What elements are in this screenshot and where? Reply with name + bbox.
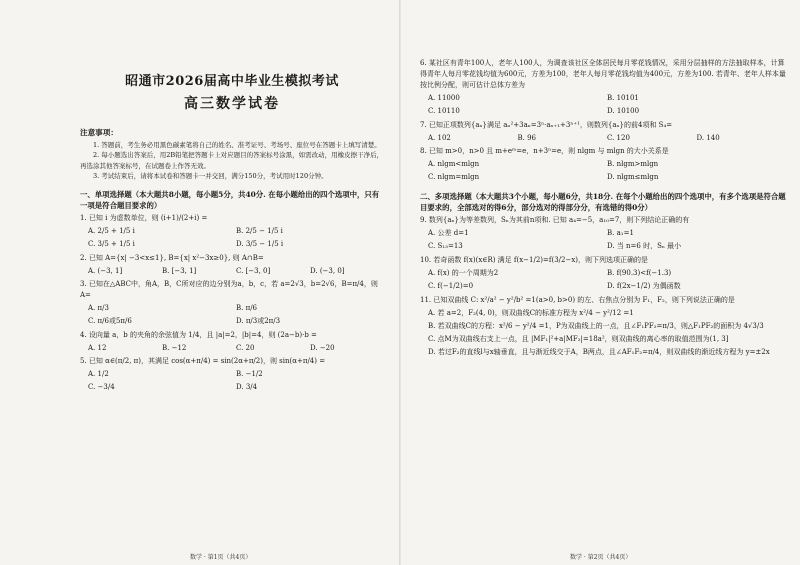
section-1-title: 一、单项选择题（本大题共8小题，每小题5分，共40分. 在每小题给出的四个选项中，只有一项是符合题目要求的）	[80, 189, 380, 210]
page-2	[400, 0, 800, 565]
question-1-options	[80, 225, 384, 251]
option-b: B. 若双曲线C的方程：x²/6 − y²/4 =1，P为双曲线上的一点，且∠F₁PF₂=π/3，则△F₁PF₂的面积为 4√3/3	[428, 322, 764, 330]
notice-item: 3. 考试结束后，请将本试卷和答题卡一并交回，满分150分，考试用时120分钟。	[93, 172, 328, 181]
option-d: D. 若过F₂的直线l与x轴垂直，且与渐近线交于A，B两点，且∠AF₁F₂=π/4，则双曲线的渐近线方程为 y=±2x	[428, 348, 770, 356]
option-d: D. f(2x−1/2) 为偶函数	[607, 282, 681, 290]
option-d: D. 3/5 − 1/5 i	[236, 239, 284, 248]
notice-item: 2. 每小题选出答案后，用2B铅笔把答题卡上对应题目的答案标号涂黑，如需改动，用橡皮擦干净后，再选涂其他答案标号，在试题卷上作答无效。	[80, 151, 384, 170]
question-1: 1. 已知 i 为虚数单位，则 (i+1)/(2+i) =	[80, 213, 208, 222]
question-6: 6. 某社区有青年100人，老年人100人，为调查该社区全体居民每月零花钱情况，采用分层抽样的方法抽取样本，计算得青年人每月零花钱均值为600元，方差为100，老年人每月零花钱均值为400元，方差为100. 若青年、老年人样本量按比例分配，则可估计总体方差为	[420, 59, 786, 89]
option-a: A. 1/2	[88, 369, 109, 378]
question-11: 11. 已知双曲线 C: x²/a² − y²/b² =1(a>0, b>0) 的左、右焦点分别为 F₁，F₂，则下列说法正确的是	[420, 296, 735, 304]
question-3: 3. 已知在△ABC中，角A，B，C所对应的边分别为a，b，c，若 a=2√3，b=2√6，B=π/4，则 A=	[80, 279, 378, 299]
option-a: A. (−3, 1]	[88, 266, 123, 275]
option-d: D. 140	[696, 134, 720, 142]
question-3-options	[80, 302, 384, 328]
option-b: B. 10101	[607, 94, 639, 102]
option-c: C. f(−1/2)=0	[428, 282, 474, 290]
option-a: A. 2/5 + 1/5 i	[88, 226, 135, 235]
question-8-options	[420, 158, 786, 184]
option-b: B. 96	[517, 134, 537, 142]
section-2-title: 二、多项选择题（本大题共3个小题，每小题6分，共18分. 在每个小题给出的四个选项中，有多个选项是符合题目要求的，全部选对的得6分，部分选对的得部分分，有选错的得0分）	[420, 192, 786, 212]
option-b: B. f(90.3)<f(−1.3)	[607, 269, 672, 277]
option-d: D. π/3或2π/3	[236, 316, 281, 325]
question-10: 10. 若奇函数 f(x)(x∈R) 满足 f(x−1/2)=f(3/2−x)，则下列选项正确的是	[420, 256, 649, 264]
option-c: C. 点M为双曲线右支上一点，且 |MF₁|²+a|MF₂|=18a²，则双曲线的离心率的取值范围为(1, 3]	[428, 335, 729, 343]
question-9: 9. 数列{aₙ}为等差数列，Sₙ为其前n项和. 已知 a₄=−5，a₁₀=7，则下列结论正确的有	[420, 216, 690, 224]
exam-subtitle: 高三数学试卷	[184, 96, 280, 112]
option-b: B. a₁=1	[607, 229, 634, 237]
notice-heading: 注意事项：	[80, 128, 118, 137]
exam-title: 昭通市2026届高中毕业生模拟考试	[125, 74, 339, 89]
option-b: B. 2/5 − 1/5 i	[236, 226, 283, 235]
question-5-options	[80, 368, 384, 394]
question-2: 2. 已知 A={x| −3<x≤1}, B={x| x²−3x≥0}, 则 A∩B=	[80, 253, 264, 262]
option-a: A. 12	[88, 343, 107, 352]
question-4: 4. 设向量 a，b 的夹角的余弦值为 1/4，且 |a|=2，|b|=4，则 (2a−b)·b =	[80, 330, 317, 339]
option-d: D. 10100	[607, 107, 640, 115]
option-c: C. π/6或5π/6	[88, 316, 132, 325]
option-d: D. −20	[310, 343, 335, 352]
option-c: C. S₁₃=13	[428, 242, 463, 250]
option-c: C. 10110	[428, 107, 460, 115]
option-b: B. nlgm>mlgn	[607, 160, 659, 168]
question-2-options	[80, 265, 384, 277]
page-footer: 数学 · 第2页（共4页）	[570, 554, 632, 561]
option-a: A. 公差 d=1	[428, 229, 469, 237]
option-d: D. (−3, 0]	[310, 266, 345, 275]
question-10-options	[420, 267, 786, 293]
notice-item: 1. 答题前，考生务必用黑色碳素笔将自己的姓名、准考证号、考场号、座位号在答题卡上填写清楚。	[93, 141, 381, 149]
option-a: A. nlgm<mlgn	[428, 160, 480, 168]
option-b: B. π/6	[236, 303, 258, 312]
question-9-options	[420, 227, 786, 253]
option-d: D. 3/4	[236, 382, 258, 391]
option-c: C. [−3, 0]	[236, 266, 271, 275]
question-7: 7. 已知正项数列{aₙ}满足 aₙ²+3aₙ=3ⁿ·aₙ₊₁+3ⁿ⁺¹，则数列{aₙ}的前4项和 S₄=	[420, 121, 673, 129]
option-d: D. nlgm≤mlgn	[607, 173, 659, 181]
option-b: B. −1/2	[236, 369, 263, 378]
option-c: C. −3/4	[88, 382, 115, 391]
option-c: C. nlgm=mlgn	[428, 173, 480, 181]
option-a: A. 若 a=2，F₂(4, 0)，则双曲线C的标准方程为 x²/4 − y²/12 =1	[428, 309, 634, 317]
option-b: B. −12	[162, 343, 187, 352]
option-c: C. 120	[607, 134, 630, 142]
option-c: C. 3/5 + 1/5 i	[88, 239, 135, 248]
question-5: 5. 已知 α∈(π/2, π)，其满足 cos(α+π/4) = sin(2α+π/2)，则 sin(α+π/4) =	[80, 356, 326, 365]
question-8: 8. 已知 m>0，n>0 且 m+eᵐ=e，n+3ⁿ=e，则 nlgm 与 mlgn 的大小关系是	[420, 147, 669, 155]
question-7-options	[420, 132, 786, 144]
option-a: A. π/3	[88, 303, 109, 312]
question-6-options	[420, 92, 786, 118]
option-c: C. 20	[236, 343, 255, 352]
option-b: B. [−3, 1]	[162, 266, 197, 275]
question-4-options	[80, 342, 384, 354]
option-d: D. 当 n=6 时，Sₙ 最小	[607, 242, 682, 250]
option-a: A. 11000	[428, 94, 460, 102]
page-footer: 数学 · 第1页（共4页）	[190, 554, 252, 561]
option-a: A. f(x) 的一个周期为2	[428, 269, 499, 277]
option-a: A. 102	[428, 134, 451, 142]
